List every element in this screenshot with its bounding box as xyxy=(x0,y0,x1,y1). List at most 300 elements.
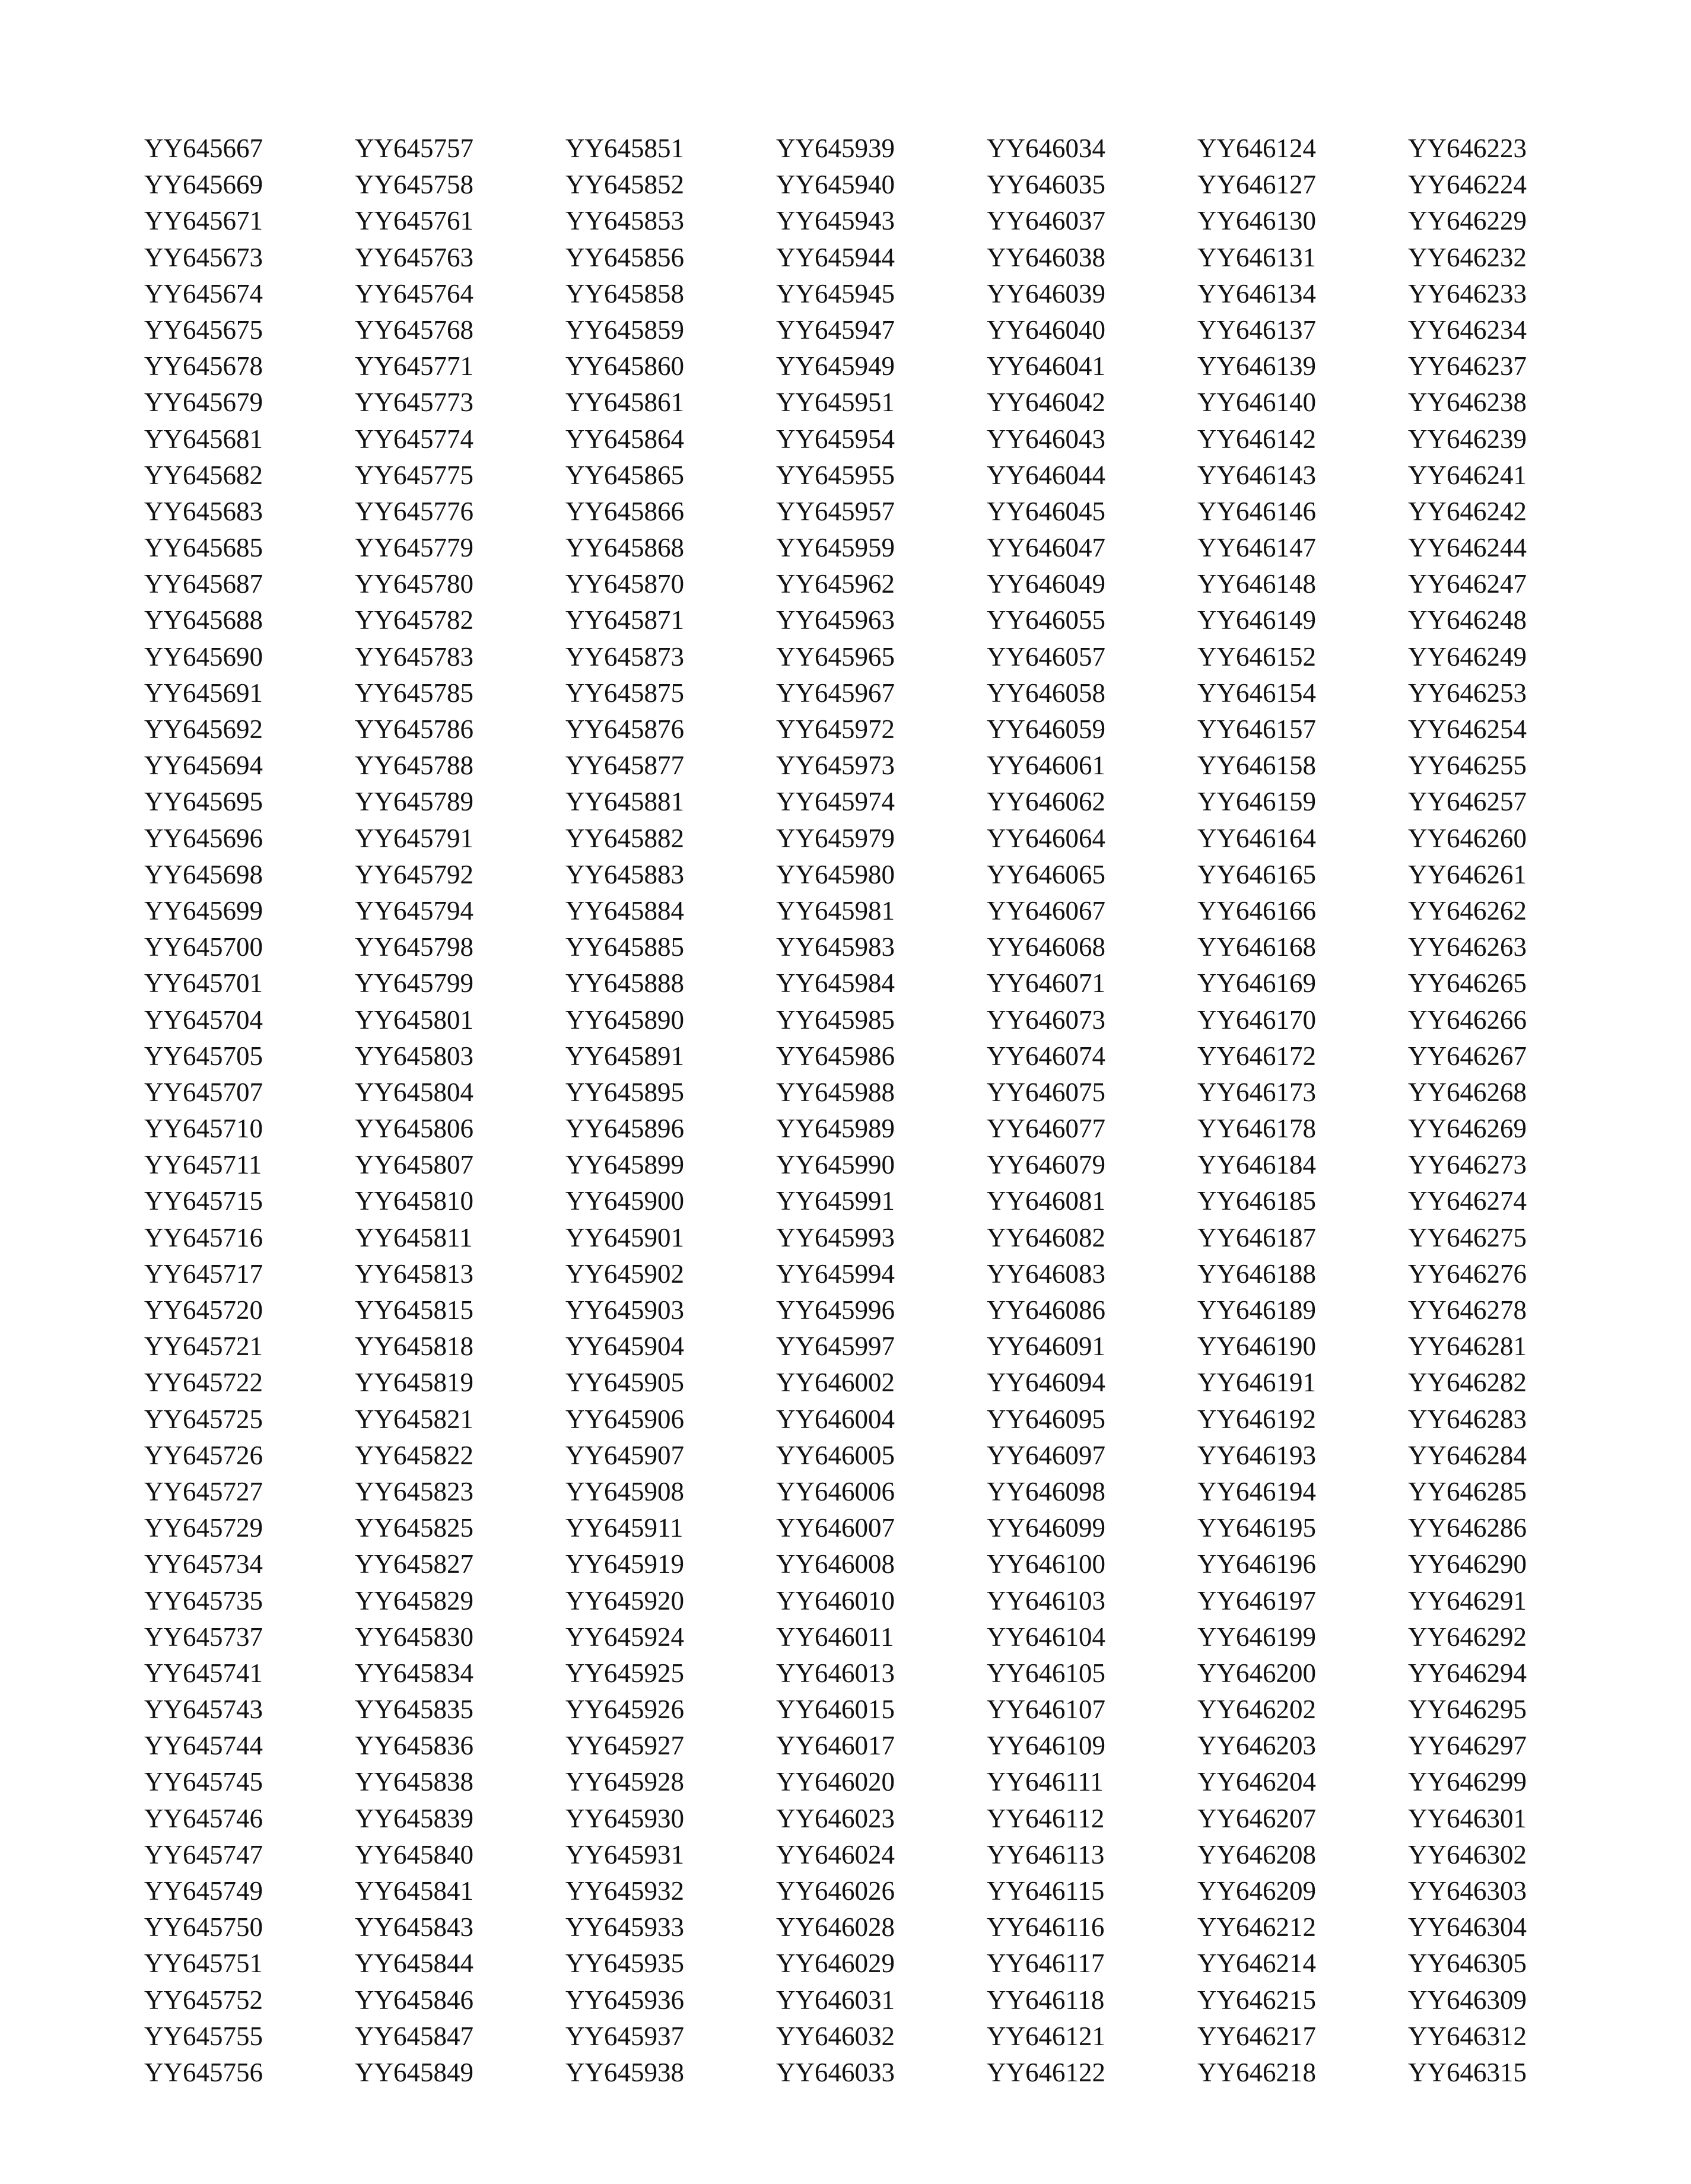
id-entry: YY645690 xyxy=(144,641,263,672)
id-entry: YY646140 xyxy=(1197,387,1316,418)
id-entry: YY645947 xyxy=(776,314,895,345)
id-entry: YY646232 xyxy=(1408,242,1527,272)
id-entry: YY645804 xyxy=(355,1077,473,1107)
id-entry: YY646244 xyxy=(1408,533,1527,563)
id-entry: YY645954 xyxy=(776,424,895,454)
id-entry: YY646297 xyxy=(1408,1731,1527,1761)
id-entry: YY646068 xyxy=(987,932,1105,962)
id-entry: YY646184 xyxy=(1197,1150,1316,1180)
id-entry: YY646248 xyxy=(1408,605,1527,635)
id-entry: YY645979 xyxy=(776,823,895,853)
id-entry: YY645901 xyxy=(565,1222,684,1252)
id-entry: YY645951 xyxy=(776,387,895,418)
id-entry: YY646233 xyxy=(1408,278,1527,309)
id-entry: YY645761 xyxy=(355,206,473,236)
id-entry: YY645927 xyxy=(565,1731,684,1761)
id-entry: YY646023 xyxy=(776,1803,895,1833)
id-entry: YY646082 xyxy=(987,1222,1105,1252)
id-entry: YY645868 xyxy=(565,533,684,563)
id-entry: YY646172 xyxy=(1197,1041,1316,1071)
id-entry: YY645972 xyxy=(776,714,895,744)
id-entry: YY645940 xyxy=(776,170,895,200)
id-entry: YY645715 xyxy=(144,1186,263,1216)
id-entry: YY645696 xyxy=(144,823,263,853)
id-entry: YY645933 xyxy=(565,1912,684,1943)
id-entry: YY645997 xyxy=(776,1331,895,1362)
id-entry: YY645908 xyxy=(565,1476,684,1506)
id-entry: YY646159 xyxy=(1197,787,1316,817)
id-entry: YY646193 xyxy=(1197,1440,1316,1470)
id-entry: YY646208 xyxy=(1197,1839,1316,1870)
id-entry: YY646039 xyxy=(987,278,1105,309)
id-entry: YY646304 xyxy=(1408,1912,1527,1943)
id-entry: YY646071 xyxy=(987,968,1105,999)
id-entry: YY645841 xyxy=(355,1876,473,1906)
id-entry: YY646073 xyxy=(987,1004,1105,1035)
id-entry: YY646015 xyxy=(776,1695,895,1725)
id-entry: YY646255 xyxy=(1408,751,1527,781)
id-entry: YY645911 xyxy=(565,1513,684,1543)
id-entry: YY646067 xyxy=(987,895,1105,926)
id-entry: YY646196 xyxy=(1197,1549,1316,1579)
id-entry: YY645834 xyxy=(355,1658,473,1688)
id-entry: YY646035 xyxy=(987,170,1105,200)
id-entry: YY646137 xyxy=(1197,314,1316,345)
id-entry: YY646278 xyxy=(1408,1295,1527,1325)
id-entry: YY646055 xyxy=(987,605,1105,635)
id-entry: YY646074 xyxy=(987,1041,1105,1071)
id-entry: YY645838 xyxy=(355,1767,473,1797)
id-entry: YY645884 xyxy=(565,895,684,926)
id-entry: YY646008 xyxy=(776,1549,895,1579)
id-entry: YY646309 xyxy=(1408,1985,1527,2015)
id-entry: YY646303 xyxy=(1408,1876,1527,1906)
id-entry: YY646207 xyxy=(1197,1803,1316,1833)
id-entry: YY646042 xyxy=(987,387,1105,418)
id-entry: YY646064 xyxy=(987,823,1105,853)
id-entry: YY646112 xyxy=(987,1803,1105,1833)
id-entry: YY646077 xyxy=(987,1114,1105,1144)
id-entry: YY646099 xyxy=(987,1513,1105,1543)
id-entry: YY646024 xyxy=(776,1839,895,1870)
id-entry: YY646037 xyxy=(987,206,1105,236)
id-entry: YY646285 xyxy=(1408,1476,1527,1506)
id-entry: YY645717 xyxy=(144,1258,263,1289)
id-entry: YY646166 xyxy=(1197,895,1316,926)
id-entry: YY646057 xyxy=(987,641,1105,672)
id-entry: YY646005 xyxy=(776,1440,895,1470)
id-entry: YY645852 xyxy=(565,170,684,200)
id-entry: YY646103 xyxy=(987,1585,1105,1616)
id-entry: YY645700 xyxy=(144,932,263,962)
id-entry: YY645673 xyxy=(144,242,263,272)
id-entry: YY646242 xyxy=(1408,496,1527,526)
id-entry: YY645903 xyxy=(565,1295,684,1325)
id-entry: YY645932 xyxy=(565,1876,684,1906)
id-entry: YY646121 xyxy=(987,2021,1105,2051)
id-entry: YY646143 xyxy=(1197,460,1316,490)
id-entry: YY646302 xyxy=(1408,1839,1527,1870)
id-entry: YY645829 xyxy=(355,1585,473,1616)
id-entry: YY645935 xyxy=(565,1948,684,1979)
id-entry: YY646249 xyxy=(1408,641,1527,672)
id-entry: YY646170 xyxy=(1197,1004,1316,1035)
id-entry: YY646040 xyxy=(987,314,1105,345)
id-entry: YY645861 xyxy=(565,387,684,418)
id-entry: YY645669 xyxy=(144,170,263,200)
id-entry: YY645965 xyxy=(776,641,895,672)
id-entry: YY646146 xyxy=(1197,496,1316,526)
id-entry: YY646241 xyxy=(1408,460,1527,490)
id-entry: YY645720 xyxy=(144,1295,263,1325)
id-entry: YY645847 xyxy=(355,2021,473,2051)
id-entry: YY645741 xyxy=(144,1658,263,1688)
id-entry: YY645798 xyxy=(355,932,473,962)
id-entry: YY646262 xyxy=(1408,895,1527,926)
id-entry: YY646276 xyxy=(1408,1258,1527,1289)
id-entry: YY646269 xyxy=(1408,1114,1527,1144)
id-entry: YY645768 xyxy=(355,314,473,345)
id-entry: YY646026 xyxy=(776,1876,895,1906)
id-entry: YY645939 xyxy=(776,133,895,163)
id-entry: YY645695 xyxy=(144,787,263,817)
id-entry: YY646301 xyxy=(1408,1803,1527,1833)
id-entry: YY646158 xyxy=(1197,751,1316,781)
id-entry: YY646029 xyxy=(776,1948,895,1979)
id-entry: YY645752 xyxy=(144,1985,263,2015)
id-entry: YY645938 xyxy=(565,2057,684,2087)
id-entry: YY645967 xyxy=(776,678,895,708)
id-entry: YY646007 xyxy=(776,1513,895,1543)
id-entry: YY645757 xyxy=(355,133,473,163)
id-entry: YY645801 xyxy=(355,1004,473,1035)
id-entry: YY646223 xyxy=(1408,133,1527,163)
id-entry: YY645775 xyxy=(355,460,473,490)
id-entry: YY645694 xyxy=(144,751,263,781)
id-entry: YY645687 xyxy=(144,569,263,599)
id-entry: YY646204 xyxy=(1197,1767,1316,1797)
id-entry: YY645994 xyxy=(776,1258,895,1289)
id-entry: YY646100 xyxy=(987,1549,1105,1579)
id-entry: YY646109 xyxy=(987,1731,1105,1761)
id-entry: YY646199 xyxy=(1197,1622,1316,1652)
id-entry: YY645827 xyxy=(355,1549,473,1579)
id-entry: YY645873 xyxy=(565,641,684,672)
id-entry: YY646075 xyxy=(987,1077,1105,1107)
id-entry: YY646178 xyxy=(1197,1114,1316,1144)
id-entry: YY646079 xyxy=(987,1150,1105,1180)
id-entry: YY645806 xyxy=(355,1114,473,1144)
id-entry: YY645786 xyxy=(355,714,473,744)
id-entry: YY645682 xyxy=(144,460,263,490)
id-entry: YY645835 xyxy=(355,1695,473,1725)
id-entry: YY645803 xyxy=(355,1041,473,1071)
id-entry: YY646295 xyxy=(1408,1695,1527,1725)
id-entry: YY645899 xyxy=(565,1150,684,1180)
id-entry: YY646059 xyxy=(987,714,1105,744)
id-entry: YY645959 xyxy=(776,533,895,563)
id-entry: YY645991 xyxy=(776,1186,895,1216)
id-entry: YY646113 xyxy=(987,1839,1105,1870)
id-entry: YY646284 xyxy=(1408,1440,1527,1470)
id-entry: YY646191 xyxy=(1197,1368,1316,1398)
id-entry: YY645973 xyxy=(776,751,895,781)
id-entry: YY646081 xyxy=(987,1186,1105,1216)
id-entry: YY645993 xyxy=(776,1222,895,1252)
id-entry: YY645945 xyxy=(776,278,895,309)
id-entry: YY646267 xyxy=(1408,1041,1527,1071)
id-entry: YY645815 xyxy=(355,1295,473,1325)
id-entry: YY646275 xyxy=(1408,1222,1527,1252)
id-entry: YY646165 xyxy=(1197,859,1316,889)
id-entry: YY645710 xyxy=(144,1114,263,1144)
id-entry: YY645675 xyxy=(144,314,263,345)
id-entry: YY646154 xyxy=(1197,678,1316,708)
id-entry: YY645853 xyxy=(565,206,684,236)
id-entry: YY645671 xyxy=(144,206,263,236)
id-entry: YY645818 xyxy=(355,1331,473,1362)
id-entry: YY645727 xyxy=(144,1476,263,1506)
id-entry: YY645722 xyxy=(144,1368,263,1398)
id-entry: YY645860 xyxy=(565,351,684,382)
id-entry: YY645865 xyxy=(565,460,684,490)
id-entry: YY646253 xyxy=(1408,678,1527,708)
id-entry: YY646266 xyxy=(1408,1004,1527,1035)
id-entry: YY645799 xyxy=(355,968,473,999)
id-entry: YY646034 xyxy=(987,133,1105,163)
id-entry: YY645905 xyxy=(565,1368,684,1398)
id-entry: YY645836 xyxy=(355,1731,473,1761)
id-entry: YY646033 xyxy=(776,2057,895,2087)
id-entry: YY645919 xyxy=(565,1549,684,1579)
id-entry: YY645822 xyxy=(355,1440,473,1470)
id-entry: YY645735 xyxy=(144,1585,263,1616)
id-entry: YY646260 xyxy=(1408,823,1527,853)
id-entry: YY645721 xyxy=(144,1331,263,1362)
id-entry: YY646094 xyxy=(987,1368,1105,1398)
id-entry: YY645896 xyxy=(565,1114,684,1144)
id-entry: YY645877 xyxy=(565,751,684,781)
id-entry: YY645925 xyxy=(565,1658,684,1688)
id-entry: YY645980 xyxy=(776,859,895,889)
id-entry: YY646268 xyxy=(1408,1077,1527,1107)
id-entry: YY645846 xyxy=(355,1985,473,2015)
id-entry: YY645716 xyxy=(144,1222,263,1252)
id-entry: YY646237 xyxy=(1408,351,1527,382)
id-entry: YY646091 xyxy=(987,1331,1105,1362)
id-entry: YY645678 xyxy=(144,351,263,382)
id-entry: YY645823 xyxy=(355,1476,473,1506)
id-entry: YY645920 xyxy=(565,1585,684,1616)
id-entry: YY646212 xyxy=(1197,1912,1316,1943)
id-entry: YY646032 xyxy=(776,2021,895,2051)
id-entry: YY645990 xyxy=(776,1150,895,1180)
id-entry: YY645840 xyxy=(355,1839,473,1870)
id-entry: YY645989 xyxy=(776,1114,895,1144)
id-entry: YY646065 xyxy=(987,859,1105,889)
id-entry: YY645726 xyxy=(144,1440,263,1470)
id-entry: YY645785 xyxy=(355,678,473,708)
id-entry: YY645667 xyxy=(144,133,263,163)
id-entry: YY645792 xyxy=(355,859,473,889)
id-entry: YY645711 xyxy=(144,1150,262,1180)
id-entry: YY646147 xyxy=(1197,533,1316,563)
id-entry: YY646131 xyxy=(1197,242,1316,272)
id-entry: YY646274 xyxy=(1408,1186,1527,1216)
id-entry: YY646017 xyxy=(776,1731,895,1761)
id-entry: YY645930 xyxy=(565,1803,684,1833)
id-entry: YY645981 xyxy=(776,895,895,926)
id-entry: YY645870 xyxy=(565,569,684,599)
id-entry: YY645737 xyxy=(144,1622,263,1652)
id-entry: YY646281 xyxy=(1408,1331,1527,1362)
id-entry: YY646045 xyxy=(987,496,1105,526)
id-entry: YY646247 xyxy=(1408,569,1527,599)
id-entry: YY645701 xyxy=(144,968,263,999)
id-entry: YY646043 xyxy=(987,424,1105,454)
id-entry: YY645875 xyxy=(565,678,684,708)
id-entry: YY646224 xyxy=(1408,170,1527,200)
id-entry: YY645813 xyxy=(355,1258,473,1289)
id-entry: YY645747 xyxy=(144,1839,263,1870)
id-entry: YY646282 xyxy=(1408,1368,1527,1398)
id-entry: YY645707 xyxy=(144,1077,263,1107)
id-entry: YY646200 xyxy=(1197,1658,1316,1688)
id-entry: YY645830 xyxy=(355,1622,473,1652)
id-entry: YY645859 xyxy=(565,314,684,345)
id-entry: YY646290 xyxy=(1408,1549,1527,1579)
id-entry: YY645957 xyxy=(776,496,895,526)
id-entry: YY645776 xyxy=(355,496,473,526)
id-entry: YY645819 xyxy=(355,1368,473,1398)
id-entry: YY645844 xyxy=(355,1948,473,1979)
id-entry: YY645746 xyxy=(144,1803,263,1833)
id-entry: YY645763 xyxy=(355,242,473,272)
id-entry: YY645876 xyxy=(565,714,684,744)
id-entry: YY646261 xyxy=(1408,859,1527,889)
id-entry: YY646195 xyxy=(1197,1513,1316,1543)
id-entry: YY646004 xyxy=(776,1404,895,1434)
id-entry: YY645779 xyxy=(355,533,473,563)
id-entry: YY645883 xyxy=(565,859,684,889)
id-entry: YY645791 xyxy=(355,823,473,853)
id-entry: YY645882 xyxy=(565,823,684,853)
id-entry: YY646185 xyxy=(1197,1186,1316,1216)
id-entry: YY646104 xyxy=(987,1622,1105,1652)
id-entry: YY645983 xyxy=(776,932,895,962)
id-entry: YY646187 xyxy=(1197,1222,1316,1252)
id-entry: YY646234 xyxy=(1408,314,1527,345)
id-entry: YY645692 xyxy=(144,714,263,744)
id-entry: YY645699 xyxy=(144,895,263,926)
id-entry: YY645943 xyxy=(776,206,895,236)
id-entry: YY645794 xyxy=(355,895,473,926)
id-entry: YY645691 xyxy=(144,678,263,708)
id-entry: YY645924 xyxy=(565,1622,684,1652)
id-entry: YY645963 xyxy=(776,605,895,635)
id-entry: YY645985 xyxy=(776,1004,895,1035)
id-entry: YY645674 xyxy=(144,278,263,309)
id-entry: YY645928 xyxy=(565,1767,684,1797)
id-entry: YY646189 xyxy=(1197,1295,1316,1325)
id-entry: YY645758 xyxy=(355,170,473,200)
id-entry: YY645839 xyxy=(355,1803,473,1833)
id-entry: YY646020 xyxy=(776,1767,895,1797)
id-entry: YY646305 xyxy=(1408,1948,1527,1979)
id-entry: YY645944 xyxy=(776,242,895,272)
id-entry: YY645891 xyxy=(565,1041,684,1071)
id-entry: YY645705 xyxy=(144,1041,263,1071)
id-entry: YY646130 xyxy=(1197,206,1316,236)
id-entry: YY646117 xyxy=(987,1948,1105,1979)
id-entry: YY645743 xyxy=(144,1695,263,1725)
id-entry: YY645744 xyxy=(144,1731,263,1761)
id-entry: YY645900 xyxy=(565,1186,684,1216)
id-entry: YY646010 xyxy=(776,1585,895,1616)
id-entry: YY646229 xyxy=(1408,206,1527,236)
id-entry: YY646083 xyxy=(987,1258,1105,1289)
id-entry: YY646273 xyxy=(1408,1150,1527,1180)
id-list-grid xyxy=(134,131,1558,2100)
id-entry: YY646203 xyxy=(1197,1731,1316,1761)
id-entry: YY645755 xyxy=(144,2021,263,2051)
id-entry: YY645771 xyxy=(355,351,473,382)
id-entry: YY645996 xyxy=(776,1295,895,1325)
id-entry: YY646041 xyxy=(987,351,1105,382)
id-entry: YY645864 xyxy=(565,424,684,454)
id-entry: YY646061 xyxy=(987,751,1105,781)
id-entry: YY645734 xyxy=(144,1549,263,1579)
id-entry: YY645749 xyxy=(144,1876,263,1906)
id-entry: YY645902 xyxy=(565,1258,684,1289)
id-entry: YY646142 xyxy=(1197,424,1316,454)
id-entry: YY646127 xyxy=(1197,170,1316,200)
id-entry: YY645821 xyxy=(355,1404,473,1434)
id-entry: YY646049 xyxy=(987,569,1105,599)
id-entry: YY646097 xyxy=(987,1440,1105,1470)
id-entry: YY645729 xyxy=(144,1513,263,1543)
id-entry: YY646291 xyxy=(1408,1585,1527,1616)
id-entry: YY645955 xyxy=(776,460,895,490)
id-entry: YY645843 xyxy=(355,1912,473,1943)
id-entry: YY646134 xyxy=(1197,278,1316,309)
id-entry: YY646292 xyxy=(1408,1622,1527,1652)
id-entry: YY646169 xyxy=(1197,968,1316,999)
id-entry: YY646058 xyxy=(987,678,1105,708)
id-entry: YY646173 xyxy=(1197,1077,1316,1107)
id-entry: YY645937 xyxy=(565,2021,684,2051)
id-entry: YY645926 xyxy=(565,1695,684,1725)
id-entry: YY646239 xyxy=(1408,424,1527,454)
id-entry: YY645825 xyxy=(355,1513,473,1543)
id-entry: YY645811 xyxy=(355,1222,473,1252)
id-entry: YY646116 xyxy=(987,1912,1105,1943)
id-entry: YY645750 xyxy=(144,1912,263,1943)
id-entry: YY646011 xyxy=(776,1622,894,1652)
id-entry: YY646124 xyxy=(1197,133,1316,163)
id-entry: YY646286 xyxy=(1408,1513,1527,1543)
id-entry: YY646122 xyxy=(987,2057,1105,2087)
id-entry: YY646315 xyxy=(1408,2057,1527,2087)
id-entry: YY645988 xyxy=(776,1077,895,1107)
id-entry: YY645788 xyxy=(355,751,473,781)
id-entry: YY645745 xyxy=(144,1767,263,1797)
id-entry: YY646028 xyxy=(776,1912,895,1943)
id-entry: YY645962 xyxy=(776,569,895,599)
id-entry: YY645783 xyxy=(355,641,473,672)
id-entry: YY645704 xyxy=(144,1004,263,1035)
id-entry: YY645751 xyxy=(144,1948,263,1979)
